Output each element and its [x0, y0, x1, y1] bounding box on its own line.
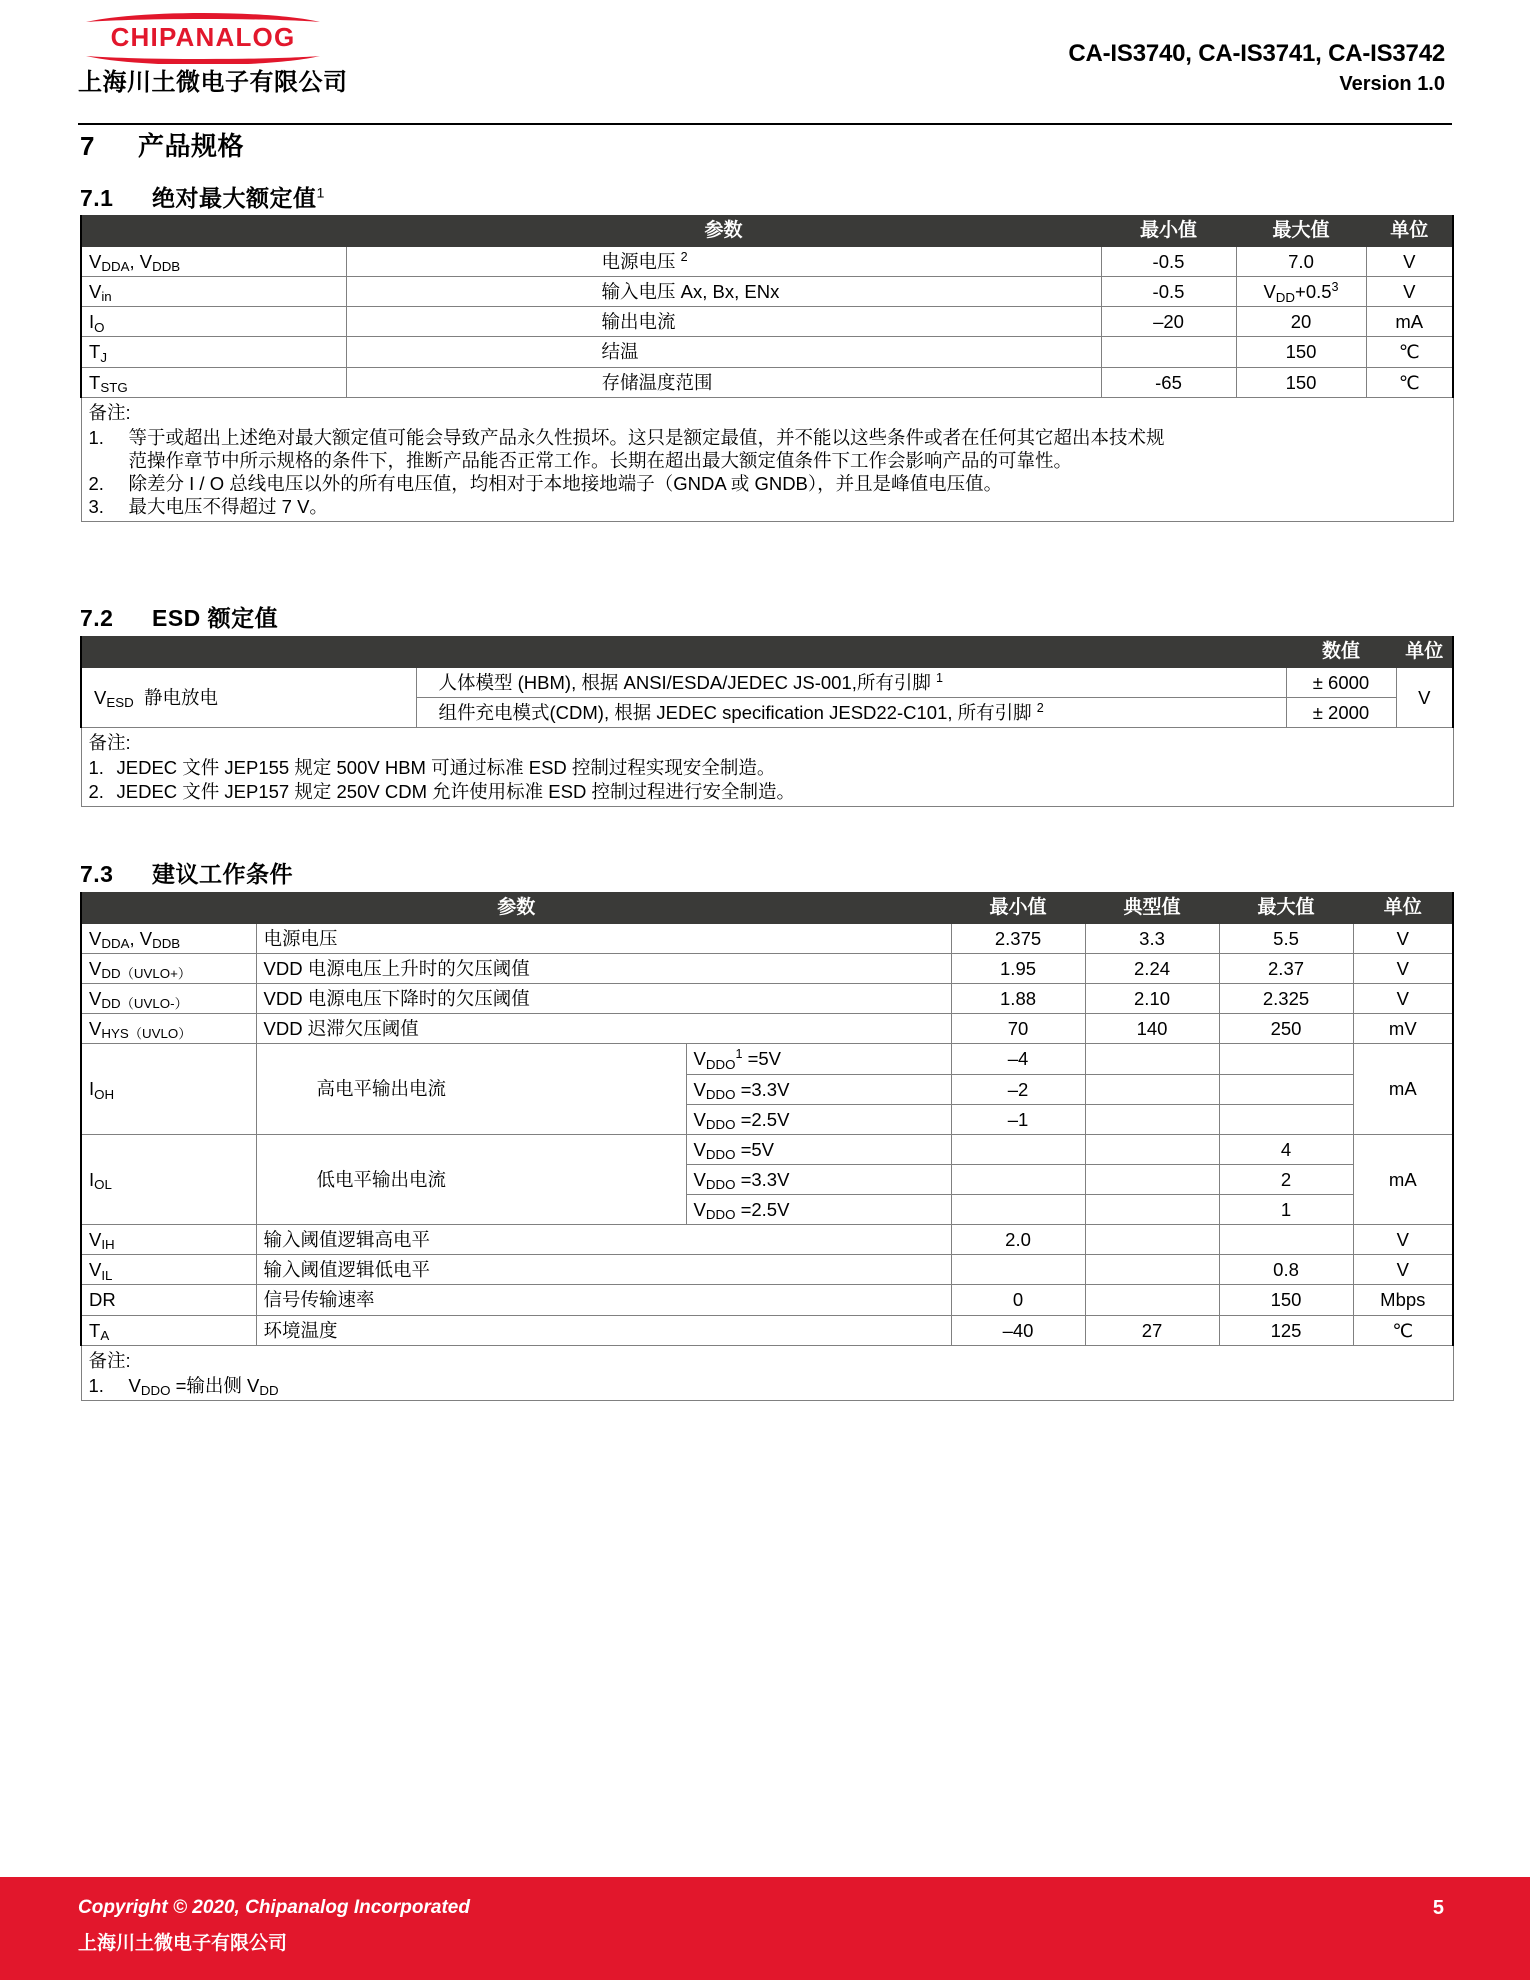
- cell-min: -0.5: [1101, 277, 1236, 307]
- header-part-info: [1068, 40, 1445, 96]
- cell-max: [1219, 1044, 1353, 1074]
- note-index: 3.: [88, 496, 104, 518]
- cell-min: 1.88: [951, 984, 1085, 1014]
- cell-parameter: 电源电压 $^2$: [346, 246, 1101, 276]
- page-footer: [0, 1877, 1530, 1980]
- cell-unit: mA: [1353, 1044, 1453, 1135]
- table-notes-row: [81, 397, 1453, 522]
- cell-unit: V: [1353, 1225, 1453, 1255]
- cell-condition: $V_{DDO} =5V$: [686, 1134, 951, 1164]
- note-index: 1.: [88, 757, 104, 779]
- note-line-1: 等于或超出上述绝对最大额定值可能会导致产品永久性损坏。这只是额定最值，并不能以这些条件或者在任何其它超出本技术规: [128, 426, 1165, 448]
- th-esd-unit: 单位: [1396, 637, 1453, 668]
- cell-parameter: VDD 迟滞欠压阈值: [256, 1014, 951, 1044]
- cell-max: [1219, 1104, 1353, 1134]
- table-row: [81, 1014, 1453, 1044]
- table-row: [81, 307, 1453, 337]
- cell-unit: mA: [1353, 1134, 1453, 1224]
- table-row: [81, 246, 1453, 276]
- cell-esd-value: ± 2000: [1286, 698, 1396, 728]
- table-row: [81, 667, 1453, 697]
- th-unit: 单位: [1366, 216, 1453, 247]
- table-row: [81, 1285, 1453, 1315]
- cell-parameter: 低电平输出电流: [256, 1134, 686, 1224]
- table-row: [81, 277, 1453, 307]
- th-min: 最小值: [1101, 216, 1236, 247]
- note-item: [89, 756, 1446, 779]
- svg-text:CHIPANALOG: CHIPANALOG: [110, 22, 296, 52]
- table-header-row: [81, 893, 1453, 924]
- cell-typ: 27: [1085, 1315, 1219, 1345]
- th-symbol-blank: [81, 216, 346, 247]
- section-7-1-footnote: 1: [316, 185, 325, 202]
- cell-symbol: $V_{DDA}$, $V_{DDB}$: [81, 923, 256, 953]
- cell-min: [951, 1255, 1085, 1285]
- cell-min: –20: [1101, 307, 1236, 337]
- cell-typ: [1085, 1074, 1219, 1104]
- cell-symbol: $V_{in}$: [81, 277, 346, 307]
- th-esd-symbol-blank: [81, 637, 416, 668]
- note-index: 2.: [88, 780, 104, 802]
- cell-max: [1219, 1225, 1353, 1255]
- cell-min: [951, 1134, 1085, 1164]
- section-7-2-heading: [80, 600, 278, 633]
- section-7-3-heading: [80, 856, 293, 889]
- cell-typ: [1085, 1195, 1219, 1225]
- note-index: 1.: [88, 426, 104, 448]
- cell-max: 2: [1219, 1164, 1353, 1194]
- cell-condition: $V_{DDO} =3.3V$: [686, 1074, 951, 1104]
- cell-min: –2: [951, 1074, 1085, 1104]
- cell-parameter: 输入电压 Ax, Bx, ENx: [346, 277, 1101, 307]
- cell-max: 0.8: [1219, 1255, 1353, 1285]
- cell-max: 125: [1219, 1315, 1353, 1345]
- cell-parameter: 信号传输速率: [256, 1285, 951, 1315]
- cell-symbol: $I_{OL}$: [81, 1134, 256, 1224]
- note-text: [129, 426, 1446, 472]
- cell-max: 4: [1219, 1134, 1353, 1164]
- cell-typ: [1085, 1164, 1219, 1194]
- cell-condition: $V_{DDO} =2.5V$: [686, 1104, 951, 1134]
- cell-parameter: 结温: [346, 337, 1101, 367]
- table-row: [81, 337, 1453, 367]
- cell-parameter: 高电平输出电流: [256, 1044, 686, 1135]
- page-header: [0, 0, 1530, 118]
- table-row: [81, 953, 1453, 983]
- section-7-number: 7: [80, 131, 95, 161]
- note-item: [89, 495, 1446, 518]
- cell-symbol: $V_{DDA}$, $V_{DDB}$: [81, 246, 346, 276]
- cell-max: 20: [1236, 307, 1366, 337]
- cell-parameter: 电源电压: [256, 923, 951, 953]
- note-text: JEDEC 文件 JEP157 规定 250V CDM 允许使用标准 ESD 控制过程进行安全制造。: [116, 780, 795, 802]
- cell-max: 2.325: [1219, 984, 1353, 1014]
- cell-esd-unit: V: [1396, 667, 1453, 728]
- notes-title: 备注:: [88, 401, 131, 423]
- cell-condition: $V_{DDO} =3.3V$: [686, 1164, 951, 1194]
- cell-unit: mA: [1366, 307, 1453, 337]
- notes-block: [81, 1345, 1453, 1400]
- table-header-row: [81, 216, 1453, 247]
- cell-symbol: $V_{IH}$: [81, 1225, 256, 1255]
- cell-esd-value: ± 6000: [1286, 667, 1396, 697]
- table-row: [81, 1315, 1453, 1345]
- table-row: [81, 923, 1453, 953]
- table-row: [81, 1044, 1453, 1074]
- cell-condition: $V_{DDO} =2.5V$: [686, 1195, 951, 1225]
- th-roc-unit: 单位: [1353, 893, 1453, 924]
- table-esd-ratings: [80, 636, 1454, 807]
- cell-parameter: 环境温度: [256, 1315, 951, 1345]
- cell-symbol: $V_{HYS(UVLO)}$: [81, 1014, 256, 1044]
- section-7-1-title: 绝对最大额定值: [152, 185, 317, 211]
- table-row: [81, 1225, 1453, 1255]
- cell-max: 2.37: [1219, 953, 1353, 983]
- section-7-3-number: 7.3: [80, 861, 114, 887]
- cell-typ: [1085, 1044, 1219, 1074]
- table-notes-row: [81, 728, 1453, 806]
- cell-unit: V: [1353, 923, 1453, 953]
- cell-parameter: 输入阈值逻辑低电平: [256, 1255, 951, 1285]
- footer-company-name: 上海川土微电子有限公司: [78, 1933, 288, 1954]
- cell-unit: ℃: [1366, 367, 1453, 397]
- cell-max: 7.0: [1236, 246, 1366, 276]
- table-row: [81, 367, 1453, 397]
- cell-min: –1: [951, 1104, 1085, 1134]
- note-item: [89, 780, 1446, 803]
- cell-unit: ℃: [1353, 1315, 1453, 1345]
- section-7-heading: [80, 126, 244, 163]
- note-text: 除差分 I / O 总线电压以外的所有电压值，均相对于本地接地端子（GNDA 或 GNDB），并且是峰值电压值。: [128, 473, 1003, 495]
- cell-min: -0.5: [1101, 246, 1236, 276]
- table-notes-row: [81, 1345, 1453, 1400]
- table-row: [81, 1255, 1453, 1285]
- cell-parameter: VDD 电源电压下降时的欠压阈值: [256, 984, 951, 1014]
- cell-max: 1: [1219, 1195, 1353, 1225]
- cell-unit: Mbps: [1353, 1285, 1453, 1315]
- table-row: [81, 984, 1453, 1014]
- cell-min: [951, 1195, 1085, 1225]
- note-text: $V_{DDO}$ =输出侧 $V_{DD}$: [128, 1374, 279, 1399]
- cell-esd-desc: 组件充电模式(CDM), 根据 JEDEC specification JESD22-C101, 所有引脚 $^2$: [416, 698, 1286, 728]
- notes-block: [81, 397, 1453, 522]
- cell-max: [1219, 1074, 1353, 1104]
- cell-esd-symbol: $V_{ESD}$ 静电放电: [81, 667, 416, 728]
- th-parameter: 参数: [346, 216, 1101, 247]
- th-roc-min: 最小值: [951, 893, 1085, 924]
- cell-unit: V: [1366, 246, 1453, 276]
- cell-min: -65: [1101, 367, 1236, 397]
- cell-symbol: $V_{DD(UVLO-)}$: [81, 984, 256, 1014]
- section-7-1-number: 7.1: [80, 185, 114, 211]
- section-7-1-heading: [80, 180, 325, 213]
- cell-symbol: $I_O$: [81, 307, 346, 337]
- cell-max: 5.5: [1219, 923, 1353, 953]
- th-roc-max: 最大值: [1219, 893, 1353, 924]
- cell-unit: V: [1366, 277, 1453, 307]
- th-max: 最大值: [1236, 216, 1366, 247]
- cell-unit: mV: [1353, 1014, 1453, 1044]
- note-item: [89, 1374, 1446, 1397]
- note-text: 最大电压不得超过 7 V。: [128, 496, 328, 518]
- th-esd-desc-blank: [416, 637, 1286, 668]
- cell-max: 150: [1236, 337, 1366, 367]
- cell-typ: [1085, 1225, 1219, 1255]
- esd-desc-text: 人体模型 (HBM), 根据 ANSI/ESDA/JEDEC JS-001,所有引脚: [438, 671, 931, 693]
- cell-min: –40: [951, 1315, 1085, 1345]
- cell-symbol: $V_{DD(UVLO+)}$: [81, 953, 256, 983]
- cell-parameter: VDD 电源电压上升时的欠压阈值: [256, 953, 951, 983]
- cell-unit: ℃: [1366, 337, 1453, 367]
- cell-symbol: $I_{OH}$: [81, 1044, 256, 1135]
- chipanalog-logo: [78, 12, 328, 64]
- cell-condition: $V_{DDO}^1 =5V$: [686, 1044, 951, 1074]
- cell-max: 150: [1236, 367, 1366, 397]
- th-roc-parameter: 参数: [81, 893, 951, 924]
- header-company-name: 上海川土微电子有限公司: [78, 69, 348, 96]
- cell-typ: 3.3: [1085, 923, 1219, 953]
- footer-left-block: [78, 1897, 470, 1955]
- cell-esd-symbol-label: 静电放电: [144, 686, 219, 708]
- cell-symbol: $T_A$: [81, 1315, 256, 1345]
- section-7-3-title: 建议工作条件: [152, 861, 293, 887]
- note-line-2: 范操作章节中所示规格的条件下，推断产品能否正常工作。长期在超出最大额定值条件下工作会影响产品的可靠性。: [128, 449, 1073, 471]
- cell-typ: [1085, 1285, 1219, 1315]
- cell-typ: [1085, 1104, 1219, 1134]
- section-7-2-title: ESD 额定值: [152, 605, 279, 631]
- cell-typ: 140: [1085, 1014, 1219, 1044]
- cell-parameter: 存储温度范围: [346, 367, 1101, 397]
- cell-min: [1101, 337, 1236, 367]
- note-item: [89, 472, 1446, 495]
- cell-typ: 2.24: [1085, 953, 1219, 983]
- cell-symbol: $V_{IL}$: [81, 1255, 256, 1285]
- cell-max: 250: [1219, 1014, 1353, 1044]
- table-absolute-maximum-ratings: [80, 215, 1454, 522]
- header-version: Version 1.0: [1339, 73, 1445, 95]
- cell-min: 0: [951, 1285, 1085, 1315]
- cell-min: 2.375: [951, 923, 1085, 953]
- cell-unit: V: [1353, 953, 1453, 983]
- note-index: 1.: [88, 1374, 104, 1396]
- notes-block: [81, 728, 1453, 806]
- cell-max: 150: [1219, 1285, 1353, 1315]
- header-part-numbers: CA-IS3740, CA-IS3741, CA-IS3742: [1068, 40, 1445, 67]
- note-item: [89, 426, 1446, 472]
- cell-esd-desc: 人体模型 (HBM), 根据 ANSI/ESDA/JEDEC JS-001,所有引脚 $^1$: [416, 667, 1286, 697]
- notes-title: 备注:: [88, 732, 131, 754]
- cell-symbol: DR: [81, 1285, 256, 1315]
- cell-min: –4: [951, 1044, 1085, 1074]
- footer-copyright: Copyright © 2020, Chipanalog Incorporated: [78, 1897, 470, 1918]
- cell-symbol: $T_J$: [81, 337, 346, 367]
- note-text: JEDEC 文件 JEP155 规定 500V HBM 可通过标准 ESD 控制过程实现安全制造。: [116, 757, 776, 779]
- table-row: [81, 1134, 1453, 1164]
- cell-unit: V: [1353, 984, 1453, 1014]
- footer-page-number: 5: [1432, 1897, 1444, 1919]
- cell-min: 70: [951, 1014, 1085, 1044]
- esd-desc-text: 组件充电模式(CDM), 根据 JEDEC specification JESD22-C101, 所有引脚: [438, 702, 1032, 724]
- cell-parameter: 输入阈值逻辑高电平: [256, 1225, 951, 1255]
- cell-typ: [1085, 1134, 1219, 1164]
- cell-parameter: 输出电流: [346, 307, 1101, 337]
- header-divider: [78, 123, 1452, 125]
- table-recommended-operating-conditions: [80, 892, 1454, 1401]
- cell-typ: [1085, 1255, 1219, 1285]
- cell-min: 2.0: [951, 1225, 1085, 1255]
- section-7-title: 产品规格: [138, 131, 245, 161]
- cell-max: $V_{DD}+0.5^3$: [1236, 277, 1366, 307]
- notes-title: 备注:: [88, 1349, 131, 1371]
- th-esd-value: 数值: [1286, 637, 1396, 668]
- table-header-row: [81, 637, 1453, 668]
- cell-symbol: $T_{STG}$: [81, 367, 346, 397]
- cell-unit: V: [1353, 1255, 1453, 1285]
- th-roc-typ: 典型值: [1085, 893, 1219, 924]
- cell-typ: 2.10: [1085, 984, 1219, 1014]
- section-7-2-number: 7.2: [80, 605, 114, 631]
- cell-min: 1.95: [951, 953, 1085, 983]
- cell-min: [951, 1164, 1085, 1194]
- note-index: 2.: [88, 473, 104, 495]
